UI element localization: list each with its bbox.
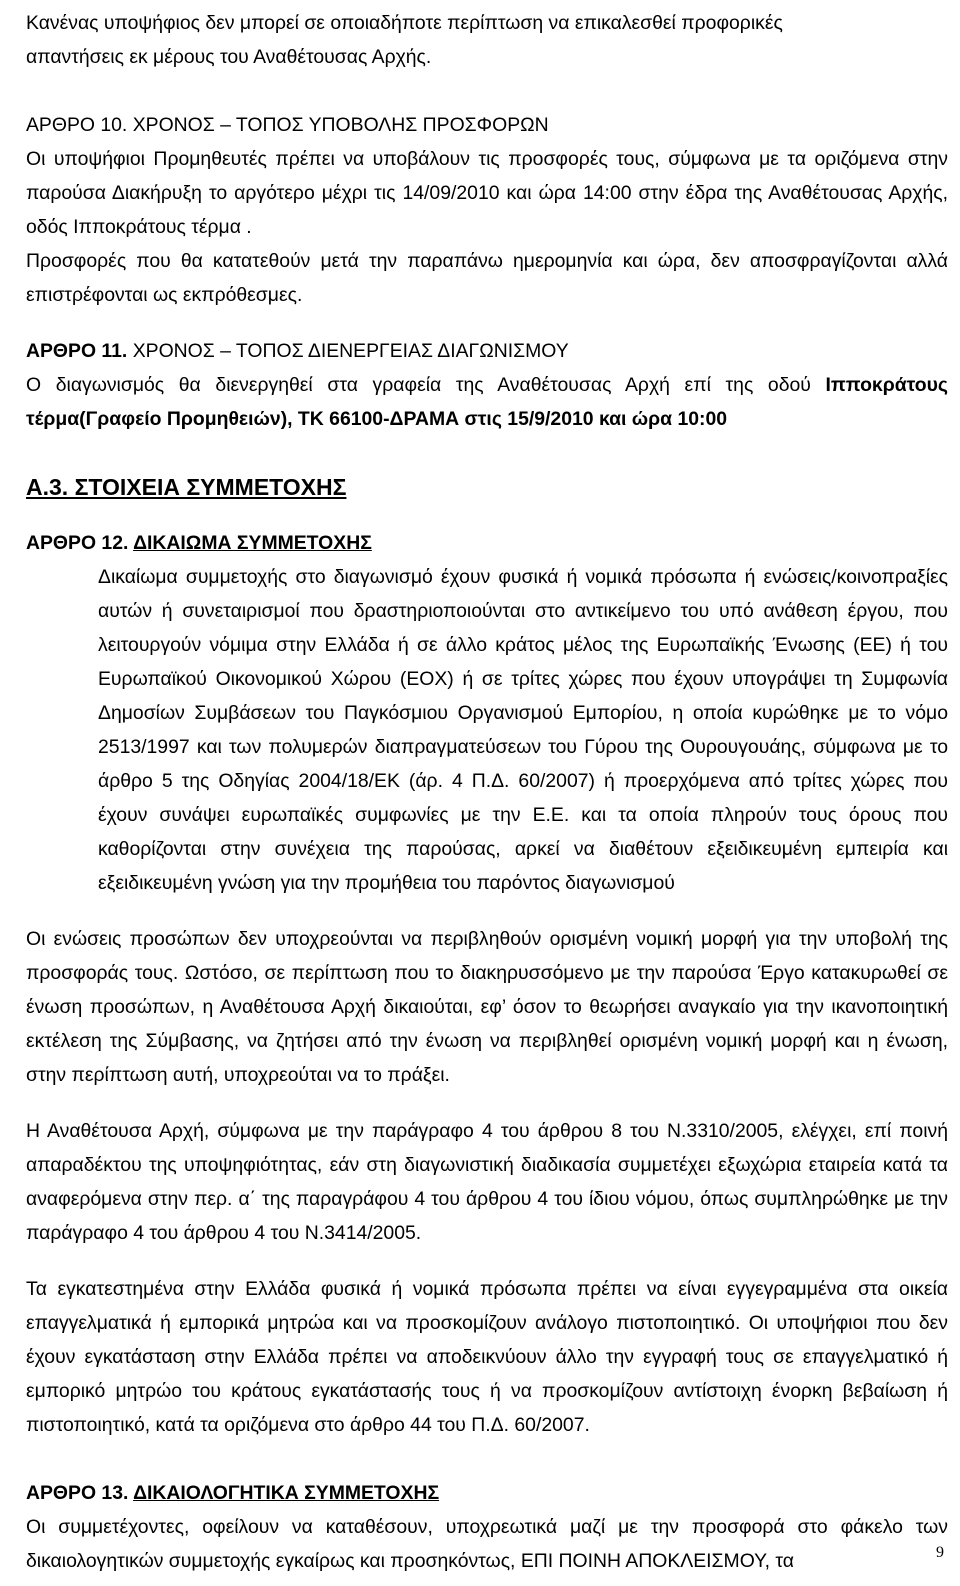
page-number: 9 <box>936 1544 944 1561</box>
article-11-bold-text: Ιπποκράτους τέρμα(Γραφείο Προμηθειών), ΤΚ 66100-ΔΡΑΜΑ στις 15/9/2010 και ώρα 10:00 <box>26 374 948 430</box>
intro-line-1: Κανένας υποψήφιος δεν μπορεί σε οποιαδήποτε περίπτωση να επικαλεσθεί προφορικές <box>26 12 783 34</box>
article-13-paragraph-1: Οι συμμετέχοντες, οφείλουν να καταθέσουν, υποχρεωτικά μαζί με την προσφορά στο φάκελο των δικαιολογητικών συμμετοχής εγκαίρως και προσηκόντως, ΕΠΙ ΠΟΙΝΗ ΑΠΟΚΛΕΙΣΜΟΥ, τα <box>26 1516 948 1572</box>
document-page <box>26 6 948 1578</box>
article-12-paragraph-2: Οι ενώσεις προσώπων δεν υποχρεούνται να περιβληθούν ορισμένη νομική μορφή για την υποβολή της προσφοράς τους. Ωστόσο, σε περίπτωση που το διακηρυσσόμενο με την παρούσα Έργο κατακυρωθεί σε ένωση προσώπων, η Αναθέτουσα Αρχή δικαιούται, εφ’ όσον το θεωρήσει αναγκαίο για την ικανοποιητική εκτέλεση της Σύμβασης, να ζητήσει από την ένωση να περιβληθεί ορισμένη νομική μορφή και η ένωση, στην περίπτωση αυτή, υποχρεούται να το πράξει. <box>26 928 948 1086</box>
article-10-paragraph-1: Οι υποψήφιοι Προμηθευτές πρέπει να υποβάλουν τις προσφορές τους, σύμφωνα με τα οριζόμενα στην παρούσα Διακήρυξη το αργότερο μέχρι τις 14/09/2010 και ώρα 14:00 στην έδρα της Αναθέτουσας Αρχής, οδός Ιπποκράτους τέρμα . <box>26 148 948 238</box>
article-12-prefix: ΑΡΘΡΟ 12. <box>26 532 129 554</box>
article-13-prefix: ΑΡΘΡΟ 13. <box>26 1482 129 1504</box>
intro-paragraph <box>26 6 948 74</box>
article-11-prefix: ΑΡΘΡΟ 11. <box>26 340 128 362</box>
article-13-heading <box>26 1476 948 1510</box>
article-11-text: Ο διαγωνισμός θα διενεργηθεί στα γραφεία της Αναθέτουσας Αρχή επί της οδού <box>26 374 826 396</box>
intro-line-2: απαντήσεις εκ μέρους του Αναθέτουσας Αρχής. <box>26 46 432 68</box>
article-13-title: ΔΙΚΑΙΟΛΟΓΗΤΙΚΑ ΣΥΜΜΕΤΟΧΗΣ <box>133 1482 440 1504</box>
article-11-title: ΧΡΟΝΟΣ – ΤΟΠΟΣ ΔΙΕΝΕΡΓΕΙΑΣ ΔΙΑΓΩΝΙΣΜΟΥ <box>132 340 569 362</box>
article-12-title: ΔΙΚΑΙΩΜΑ ΣΥΜΜΕΤΟΧΗΣ <box>133 532 372 554</box>
article-11-heading <box>26 334 948 368</box>
article-10-paragraph-2: Προσφορές που θα κατατεθούν μετά την παραπάνω ημερομηνία και ώρα, δεν αποσφραγίζονται αλλά επιστρέφονται ως εκπρόθεσμες. <box>26 250 948 306</box>
article-11-paragraph <box>26 368 948 436</box>
article-10-title: ΧΡΟΝΟΣ – ΤΟΠΟΣ ΥΠΟΒΟΛΗΣ ΠΡΟΣΦΟΡΩΝ <box>132 114 549 136</box>
article-12-heading <box>26 526 948 560</box>
article-12-paragraph-4: Τα εγκατεστημένα στην Ελλάδα φυσικά ή νομικά πρόσωπα πρέπει να είναι εγγεγραμμένα στα οικεία επαγγελματικά ή εμπορικά μητρώα και να προσκομίζουν ανάλογο πιστοποιητικό. Οι υποψήφιοι που δεν έχουν εγκατάσταση στην Ελλάδα πρέπει να αποδεικνύουν άλλο την εγγραφή τους σε επαγγελματικό ή εμπορικό μητρώο του κράτους εγκατάστασής τους ή να προσκομίζουν αντίστοιχη ένορκη βεβαίωση ή πιστοποιητικό, κατά τα οριζόμενα στο άρθρο 44 του Π.Δ. 60/2007. <box>26 1278 948 1436</box>
article-10-prefix: ΑΡΘΡΟ 10. <box>26 114 128 136</box>
article-12-paragraph-3: Η Αναθέτουσα Αρχή, σύμφωνα με την παράγραφο 4 του άρθρου 8 του Ν.3310/2005, ελέγχει, επί ποινή απαραδέκτου της υποψηφιότητας, εάν στη διαγωνιστική διαδικασία συμμετέχει εξωχώρια εταιρεία κατά τα αναφερόμενα στην περ. α΄ της παραγράφου 4 του άρθρου 4 του ίδιου νόμου, όπως συμπληρώθηκε με την παράγραφο 4 του άρθρου 4 του Ν.3414/2005. <box>26 1120 948 1244</box>
article-10-heading <box>26 108 948 142</box>
section-title: Α.3. ΣΤΟΙΧΕΙΑ ΣΥΜΜΕΤΟΧΗΣ <box>26 474 347 500</box>
article-12-paragraph-1: Δικαίωμα συμμετοχής στο διαγωνισμό έχουν φυσικά ή νομικά πρόσωπα ή ενώσεις/κοινοπραξίες αυτών ή συνεταιρισμοί που δραστηριοποιούνται στο αντικείμενο του υπό ανάθεση έργου, που λειτουργούν νόμιμα στην Ελλάδα ή σε άλλο κράτος μέλος της Ευρωπαϊκής Ένωσης (ΕΕ) ή του Ευρωπαϊκού Οικονομικού Χώρου (ΕΟΧ) ή σε τρίτες χώρες που έχουν υπογράψει τη Συμφωνία Δημοσίων Συμβάσεων του Παγκόσμιου Οργανισμού Εμπορίου, η οποία κυρώθηκε με το νόμο 2513/1997 και των πολυμερών διαπραγματεύσεων του Γύρου της Ουρουγουάης, σύμφωνα με το άρθρο 5 της Οδηγίας 2004/18/ΕΚ (άρ. 4 Π.Δ. 60/2007) ή προερχόμενα από τρίτες χώρες που έχουν συνάψει ευρωπαϊκές συμφωνίες με την Ε.Ε. και τα οποία πληρούν τους όρους που καθορίζονται στην συνέχεια της παρούσας, αρκεί να διαθέτουν εξειδικευμένη εμπειρία και εξειδικευμένη γνώση για την προμήθεια του παρόντος διαγωνισμού <box>98 566 948 894</box>
